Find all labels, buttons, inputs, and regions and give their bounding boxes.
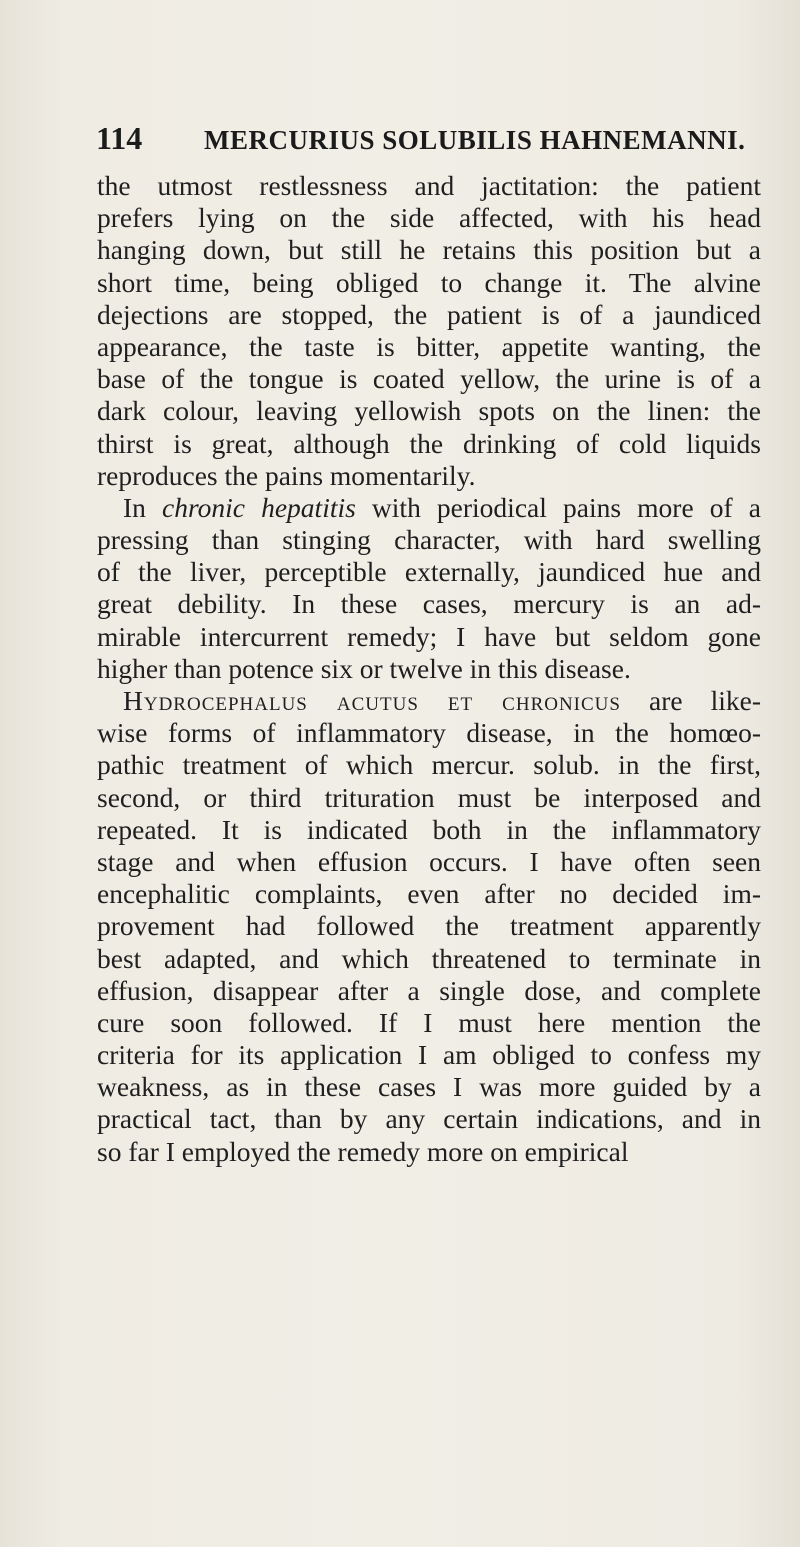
text-line: wise forms of inflammatory disease, in the homœo- (97, 717, 761, 749)
text-line: higher than potence six or twelve in this disease. (97, 652, 631, 684)
text-line: short time, being obliged to change it. The alvine (97, 266, 761, 298)
text-line: pathic treatment of which mercur. solub. in the first, (97, 749, 761, 781)
text-line: reproduces the pains momentarily. (97, 459, 476, 491)
text-line: appearance, the taste is bitter, appetite wanting, the (97, 330, 761, 362)
text-line: best adapted, and which threatened to terminate in (97, 942, 761, 974)
page-header (96, 118, 756, 158)
text-line: dark colour, leaving yellowish spots on the linen: the (97, 395, 761, 427)
body-text (97, 170, 761, 1168)
text-line: encephalitic complaints, even after no decided im- (97, 878, 761, 910)
text-line: of the liver, perceptible externally, jaundiced hue and (97, 556, 761, 588)
text-line: repeated. It is indicated both in the inflammatory (97, 813, 761, 845)
page-number: 114 (96, 120, 143, 156)
text-line: so far I employed the remedy more on empirical (97, 1135, 629, 1167)
small-caps-term: Hydrocephalus acutus et chronicus (123, 685, 621, 716)
text-line: prefers lying on the side affected, with his head (97, 202, 761, 234)
text-line: stage and when effusion occurs. I have often seen (97, 845, 761, 877)
text-line: criteria for its application I am obliged to confess my (97, 1039, 761, 1071)
text-run: with periodical pains more of a (355, 491, 761, 523)
text-line: dejections are stopped, the patient is of a jaundiced (97, 298, 761, 330)
paragraph-start-line (97, 492, 761, 524)
text-line: the utmost restlessness and jactitation: the patient (97, 170, 761, 201)
text-line: second, or third trituration must be interposed and (97, 781, 761, 813)
text-line: cure soon followed. If I must here mention the (97, 1006, 761, 1038)
text-line: thirst is great, although the drinking of cold liquids (97, 427, 761, 459)
text-line: weakness, as in these cases I was more guided by a (97, 1071, 761, 1103)
text-line: pressing than stinging character, with hard swelling (97, 524, 761, 556)
text-line: effusion, disappear after a single dose, and complete (97, 974, 761, 1006)
running-head: MERCURIUS SOLUBILIS HAHNEMANNI. (204, 125, 746, 155)
text-run: In (123, 491, 163, 523)
text-line: practical tact, than by any certain indications, and in (97, 1103, 761, 1135)
text-line: great debility. In these cases, mercury is an ad- (97, 588, 761, 620)
paragraph-start-line (97, 685, 761, 717)
text-line: mirable intercurrent remedy; I have but seldom gone (97, 620, 761, 652)
italic-term: chronic hepatitis (162, 491, 356, 523)
text-line: provement had followed the treatment apparently (97, 910, 761, 942)
text-run: are like- (620, 685, 761, 716)
text-line: hanging down, but still he retains this position but a (97, 234, 761, 266)
text-line: base of the tongue is coated yellow, the urine is of a (97, 363, 761, 395)
